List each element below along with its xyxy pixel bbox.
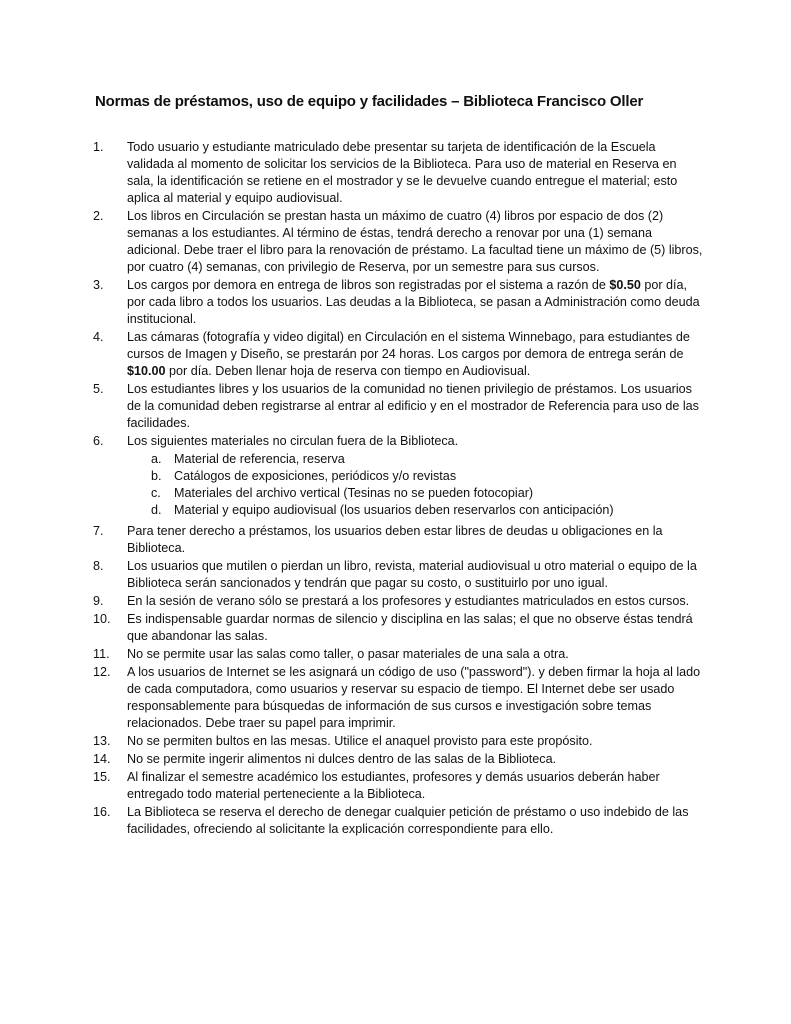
rule-text-after: por día. Deben llenar hoja de reserva con tiempo en Audiovisual. <box>165 364 531 378</box>
rule-text: Los libros en Circulación se prestan hasta un máximo de cuatro (4) libros por espacio de dos (2) semanas a los estudiantes. Al término de éstas, tendrá derecho a renovar por una (1) semana adicional. Debe traer el libro para la renovación de préstamo. La facultad tiene un máximo de (5) libros, por cuatro (4) semanas, con privilegio de Reserva, por un semestre para sus cursos. <box>127 209 703 274</box>
sublist-item <box>151 502 703 519</box>
rule-text: No se permiten bultos en las mesas. Utilice el anaquel provisto para este propósito. <box>127 734 593 748</box>
sublist-text: Material y equipo audiovisual (los usuarios deben reservarlos con anticipación) <box>174 503 614 517</box>
fee-amount: $10.00 <box>127 364 166 378</box>
rule-item <box>93 381 703 432</box>
rule-number: 16. <box>93 805 111 819</box>
rule-number: 4. <box>93 330 104 344</box>
sublist <box>127 451 703 519</box>
rule-item <box>93 751 703 768</box>
rule-number: 5. <box>93 382 104 396</box>
rule-number: 1. <box>93 140 104 154</box>
rule-number: 11. <box>93 647 110 661</box>
rule-text: La Biblioteca se reserva el derecho de denegar cualquier petición de préstamo o uso indebido de las facilidades, ofreciendo al solicitante la explicación correspondiente para ello. <box>127 805 689 836</box>
rule-item <box>93 139 703 207</box>
sublist-item <box>151 468 703 485</box>
sublist-letter: c. <box>151 486 161 500</box>
rule-item <box>93 664 703 732</box>
rule-text <box>127 330 690 378</box>
rule-text <box>127 278 700 326</box>
rule-number: 14. <box>93 752 111 766</box>
page-title: Normas de préstamos, uso de equipo y facilidades – Biblioteca Francisco Oller <box>95 93 644 110</box>
rule-number: 12. <box>93 665 111 679</box>
rule-item <box>93 329 703 380</box>
rule-item <box>93 646 703 663</box>
sublist-item <box>151 451 703 468</box>
rule-number: 9. <box>93 594 104 608</box>
rule-number: 8. <box>93 559 104 573</box>
rule-text: Los siguientes materiales no circulan fuera de la Biblioteca. <box>127 434 459 448</box>
rule-text-before: Los cargos por demora en entrega de libros son registradas por el sistema a razón de <box>127 278 610 292</box>
rule-number: 2. <box>93 209 104 223</box>
rule-item <box>93 277 703 328</box>
fee-amount: $0.50 <box>609 278 641 292</box>
rule-number: 10. <box>93 612 111 626</box>
rule-text: Todo usuario y estudiante matriculado debe presentar su tarjeta de identificación de la Escuela validada al momento de solicitar los servicios de la Biblioteca. Para uso de material en Reserva en sala, la identificación se retiene en el mostrador y se le devuelve cuando entregue el material; esto aplica al material y equipo audiovisual. <box>127 140 678 205</box>
rule-number: 3. <box>93 278 104 292</box>
sublist-letter: b. <box>151 469 162 483</box>
rule-item <box>93 611 703 645</box>
rule-text: A los usuarios de Internet se les asignará un código de uso ("password"). y deben firmar la hoja al lado de cada computadora, como usuarios y reservar su espacio de tiempo. El Internet debe ser usado responsablemente para búsquedas de información de sus cursos e investigación sobre temas relacionados. Debe traer su papel para imprimir. <box>127 665 701 730</box>
rule-item <box>93 208 703 276</box>
sublist-letter: d. <box>151 503 162 517</box>
rule-item <box>93 558 703 592</box>
rule-number: 6. <box>93 434 104 448</box>
rule-item <box>93 769 703 803</box>
rule-text: No se permite usar las salas como taller, o pasar materiales de una sala a otra. <box>127 647 569 661</box>
sublist-letter: a. <box>151 452 162 466</box>
rule-number: 15. <box>93 770 111 784</box>
rule-item <box>93 733 703 750</box>
rule-text: Es indispensable guardar normas de silencio y disciplina en las salas; el que no observe éstas tendrá que abandonar las salas. <box>127 612 693 643</box>
rule-text: Para tener derecho a préstamos, los usuarios deben estar libres de deudas u obligaciones en la Biblioteca. <box>127 524 663 555</box>
rule-item <box>93 804 703 838</box>
rule-text: Los usuarios que mutilen o pierdan un libro, revista, material audiovisual u otro material o equipo de la Biblioteca serán sancionados y tendrán que pagar su costo, o sustituirlo por uno igual. <box>127 559 697 590</box>
rule-text-after: por día, por cada libro a todos los usuarios. Las deudas a la Biblioteca, se pasan a Administración como deuda institucional. <box>127 278 700 326</box>
rule-text: Al finalizar el semestre académico los estudiantes, profesores y demás usuarios deberán haber entregado todo material perteneciente a la Biblioteca. <box>127 770 660 801</box>
rules-list <box>93 139 703 839</box>
rule-text: Los estudiantes libres y los usuarios de la comunidad no tienen privilegio de préstamos. Los usuarios de la comunidad deben registrarse al entrar al edificio y en el mostrador de Referencia para uso de las facilidades. <box>127 382 699 430</box>
rule-text-before: Las cámaras (fotografía y video digital) en Circulación en el sistema Winnebago, para estudiantes de cursos de Imagen y Diseño, se prestarán por 24 horas. Los cargos por demora de entrega serán de <box>127 330 690 361</box>
rule-item <box>93 523 703 557</box>
rule-number: 13. <box>93 734 111 748</box>
rule-item <box>93 593 703 610</box>
sublist-text: Catálogos de exposiciones, periódicos y/o revistas <box>174 469 457 483</box>
sublist-text: Material de referencia, reserva <box>174 452 345 466</box>
rule-text: No se permite ingerir alimentos ni dulces dentro de las salas de la Biblioteca. <box>127 752 557 766</box>
rule-text: En la sesión de verano sólo se prestará a los profesores y estudiantes matriculados en estos cursos. <box>127 594 690 608</box>
sublist-text: Materiales del archivo vertical (Tesinas no se pueden fotocopiar) <box>174 486 534 500</box>
rule-number: 7. <box>93 524 104 538</box>
rule-item <box>93 433 703 519</box>
sublist-item <box>151 485 703 502</box>
